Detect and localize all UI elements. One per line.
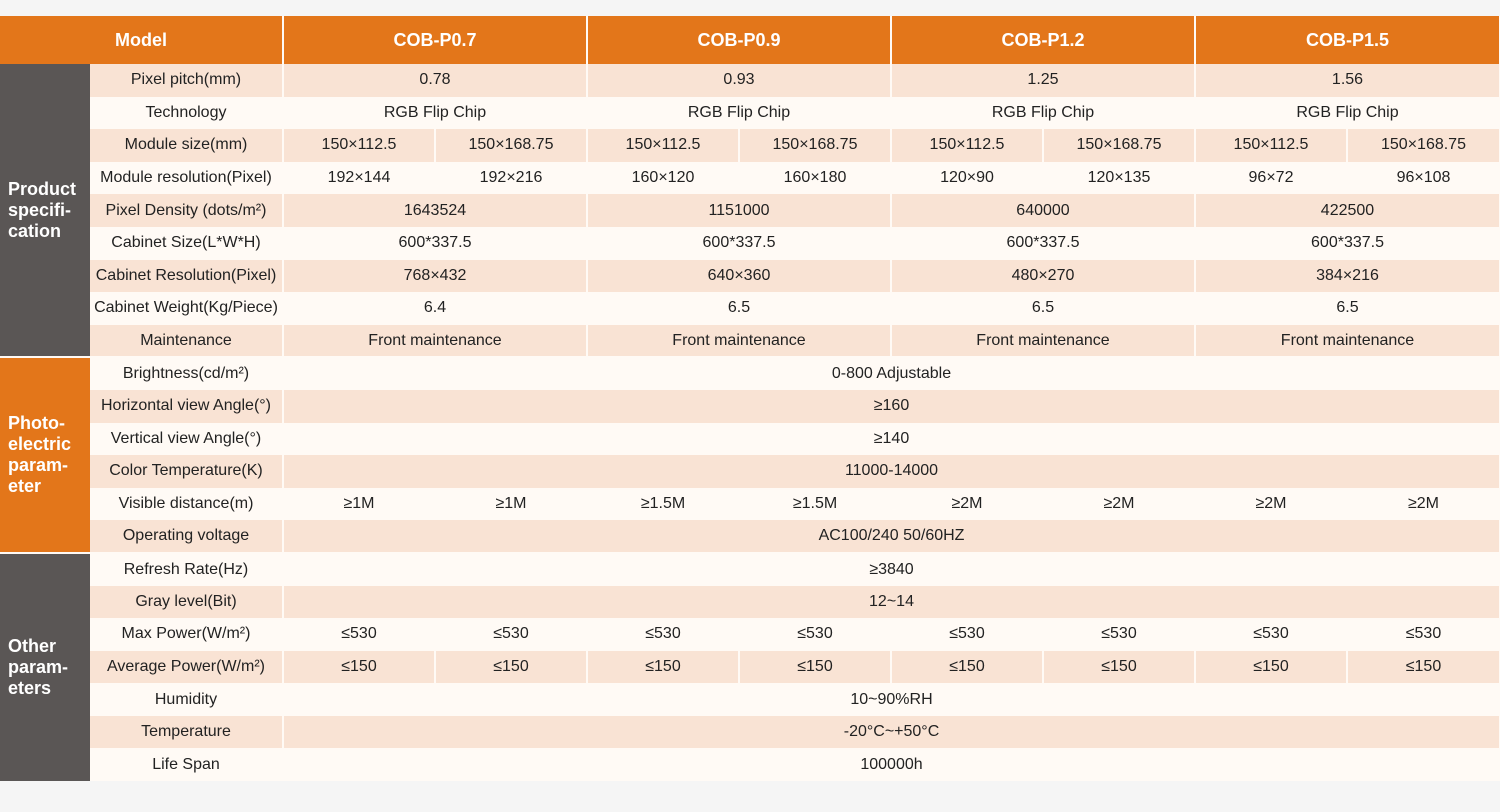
parameter-value: 640000 — [891, 194, 1195, 227]
spec-row — [0, 651, 1500, 684]
spec-row — [0, 716, 1500, 749]
parameter-value: 6.5 — [1195, 292, 1500, 325]
parameter-value: ≤150 — [1347, 651, 1500, 684]
group-label — [0, 553, 90, 781]
parameter-value: 150×168.75 — [739, 129, 891, 162]
parameter-value: ≥2M — [1043, 488, 1195, 521]
parameter-value: ≤150 — [891, 651, 1043, 684]
parameter-value: 6.5 — [891, 292, 1195, 325]
spec-row — [0, 260, 1500, 293]
parameter-value: ≥140 — [283, 423, 1500, 456]
parameter-value: 600*337.5 — [891, 227, 1195, 260]
spec-row — [0, 618, 1500, 651]
parameter-value: 192×216 — [435, 162, 587, 195]
parameter-value: Front maintenance — [891, 325, 1195, 358]
spec-row — [0, 390, 1500, 423]
parameter-value: ≤530 — [1347, 618, 1500, 651]
parameter-label: Gray level(Bit) — [90, 586, 283, 619]
parameter-value: 6.4 — [283, 292, 587, 325]
parameter-value: 1151000 — [587, 194, 891, 227]
parameter-label: Color Temperature(K) — [90, 455, 283, 488]
parameter-value: ≥2M — [1195, 488, 1347, 521]
parameter-label: Technology — [90, 97, 283, 130]
spec-row — [0, 97, 1500, 130]
parameter-value: 0.78 — [283, 64, 587, 97]
parameter-label: Humidity — [90, 683, 283, 716]
group-label-line: param- — [8, 455, 69, 476]
spec-table — [0, 16, 1500, 781]
parameter-value: 1643524 — [283, 194, 587, 227]
spec-row — [0, 325, 1500, 358]
parameter-value: 10~90%RH — [283, 683, 1500, 716]
parameter-label: Operating voltage — [90, 520, 283, 553]
parameter-value: 150×112.5 — [1195, 129, 1347, 162]
parameter-label: Temperature — [90, 716, 283, 749]
parameter-value: 96×108 — [1347, 162, 1500, 195]
parameter-value: 120×135 — [1043, 162, 1195, 195]
parameter-value: ≤530 — [283, 618, 435, 651]
parameter-value: RGB Flip Chip — [587, 97, 891, 130]
parameter-value: 480×270 — [891, 260, 1195, 293]
parameter-value: 150×168.75 — [1347, 129, 1500, 162]
parameter-label: Module resolution(Pixel) — [90, 162, 283, 195]
parameter-value: 150×168.75 — [1043, 129, 1195, 162]
parameter-value: 160×180 — [739, 162, 891, 195]
parameter-value: 640×360 — [587, 260, 891, 293]
group-label-line: eter — [8, 476, 42, 497]
group-label-line: specifi- — [8, 199, 72, 220]
spec-row — [0, 683, 1500, 716]
parameter-label: Pixel pitch(mm) — [90, 64, 283, 97]
spec-row — [0, 357, 1500, 390]
parameter-value: 600*337.5 — [587, 227, 891, 260]
model-column-header: COB-P1.5 — [1195, 16, 1500, 64]
parameter-value: Front maintenance — [1195, 325, 1500, 358]
parameter-value: RGB Flip Chip — [1195, 97, 1500, 130]
parameter-value: 0-800 Adjustable — [283, 357, 1500, 390]
spec-row — [0, 520, 1500, 553]
parameter-label: Refresh Rate(Hz) — [90, 553, 283, 586]
parameter-value: ≥2M — [1347, 488, 1500, 521]
parameter-value: ≥1.5M — [739, 488, 891, 521]
parameter-value: 160×120 — [587, 162, 739, 195]
parameter-value: ≤150 — [283, 651, 435, 684]
parameter-label: Horizontal view Angle(°) — [90, 390, 283, 423]
group-label — [0, 64, 90, 357]
parameter-value: AC100/240 50/60HZ — [283, 520, 1500, 553]
group-label-line: electric — [8, 434, 72, 455]
parameter-value: 150×168.75 — [435, 129, 587, 162]
header-row — [0, 16, 1500, 64]
parameter-label: Vertical view Angle(°) — [90, 423, 283, 456]
parameter-value: ≤150 — [587, 651, 739, 684]
parameter-value: 96×72 — [1195, 162, 1347, 195]
spec-row — [0, 162, 1500, 195]
parameter-value: RGB Flip Chip — [283, 97, 587, 130]
group-label-line: Photo- — [8, 413, 65, 434]
group-label-line: Product — [8, 178, 77, 199]
group-label — [0, 357, 90, 553]
parameter-value: ≥160 — [283, 390, 1500, 423]
parameter-label: Max Power(W/m²) — [90, 618, 283, 651]
parameter-label: Life Span — [90, 748, 283, 781]
parameter-value: 1.56 — [1195, 64, 1500, 97]
spec-row — [0, 64, 1500, 97]
parameter-value: ≤530 — [587, 618, 739, 651]
model-column-header: COB-P0.7 — [283, 16, 587, 64]
parameter-value: ≤150 — [1043, 651, 1195, 684]
parameter-value: 0.93 — [587, 64, 891, 97]
parameter-value: 120×90 — [891, 162, 1043, 195]
parameter-label: Module size(mm) — [90, 129, 283, 162]
spec-body — [0, 64, 1500, 781]
parameter-label: Visible distance(m) — [90, 488, 283, 521]
parameter-label: Average Power(W/m²) — [90, 651, 283, 684]
spec-row — [0, 586, 1500, 619]
parameter-value: 150×112.5 — [587, 129, 739, 162]
parameter-label: Pixel Density (dots/m²) — [90, 194, 283, 227]
parameter-value: ≤530 — [1043, 618, 1195, 651]
group-label-line: cation — [8, 220, 62, 241]
parameter-value: 150×112.5 — [283, 129, 435, 162]
parameter-value: ≤530 — [435, 618, 587, 651]
parameter-value: 11000-14000 — [283, 455, 1500, 488]
model-header: Model — [0, 16, 283, 64]
parameter-value: ≥1M — [283, 488, 435, 521]
parameter-value: ≥3840 — [283, 553, 1500, 586]
parameter-value: ≤150 — [739, 651, 891, 684]
spec-row — [0, 748, 1500, 781]
parameter-value: 600*337.5 — [283, 227, 587, 260]
parameter-label: Cabinet Weight(Kg/Piece) — [90, 292, 283, 325]
parameter-value: 150×112.5 — [891, 129, 1043, 162]
parameter-value: 600*337.5 — [1195, 227, 1500, 260]
parameter-value: 6.5 — [587, 292, 891, 325]
parameter-label: Cabinet Resolution(Pixel) — [90, 260, 283, 293]
parameter-value: RGB Flip Chip — [891, 97, 1195, 130]
parameter-value: ≥1M — [435, 488, 587, 521]
parameter-value: 422500 — [1195, 194, 1500, 227]
spec-row — [0, 423, 1500, 456]
parameter-value: Front maintenance — [587, 325, 891, 358]
parameter-value: ≤530 — [1195, 618, 1347, 651]
parameter-value: ≤150 — [1195, 651, 1347, 684]
spec-row — [0, 292, 1500, 325]
group-label-line: Other — [8, 635, 57, 656]
spec-row — [0, 455, 1500, 488]
parameter-label: Cabinet Size(L*W*H) — [90, 227, 283, 260]
parameter-value: 1.25 — [891, 64, 1195, 97]
parameter-label: Maintenance — [90, 325, 283, 358]
spec-row — [0, 194, 1500, 227]
group-label-line: eters — [8, 677, 52, 698]
parameter-value: ≤150 — [435, 651, 587, 684]
parameter-value: -20°C~+50°C — [283, 716, 1500, 749]
parameter-value: ≥1.5M — [587, 488, 739, 521]
parameter-value: 384×216 — [1195, 260, 1500, 293]
spec-row — [0, 488, 1500, 521]
parameter-value: 768×432 — [283, 260, 587, 293]
parameter-value: Front maintenance — [283, 325, 587, 358]
parameter-value: 192×144 — [283, 162, 435, 195]
spec-row — [0, 129, 1500, 162]
parameter-label: Brightness(cd/m²) — [90, 357, 283, 390]
parameter-value: 12~14 — [283, 586, 1500, 619]
spec-row — [0, 553, 1500, 586]
model-column-header: COB-P0.9 — [587, 16, 891, 64]
model-column-header: COB-P1.2 — [891, 16, 1195, 64]
group-label-line: param- — [8, 656, 69, 677]
parameter-value: ≥2M — [891, 488, 1043, 521]
parameter-value: 100000h — [283, 748, 1500, 781]
spec-row — [0, 227, 1500, 260]
parameter-value: ≤530 — [891, 618, 1043, 651]
parameter-value: ≤530 — [739, 618, 891, 651]
